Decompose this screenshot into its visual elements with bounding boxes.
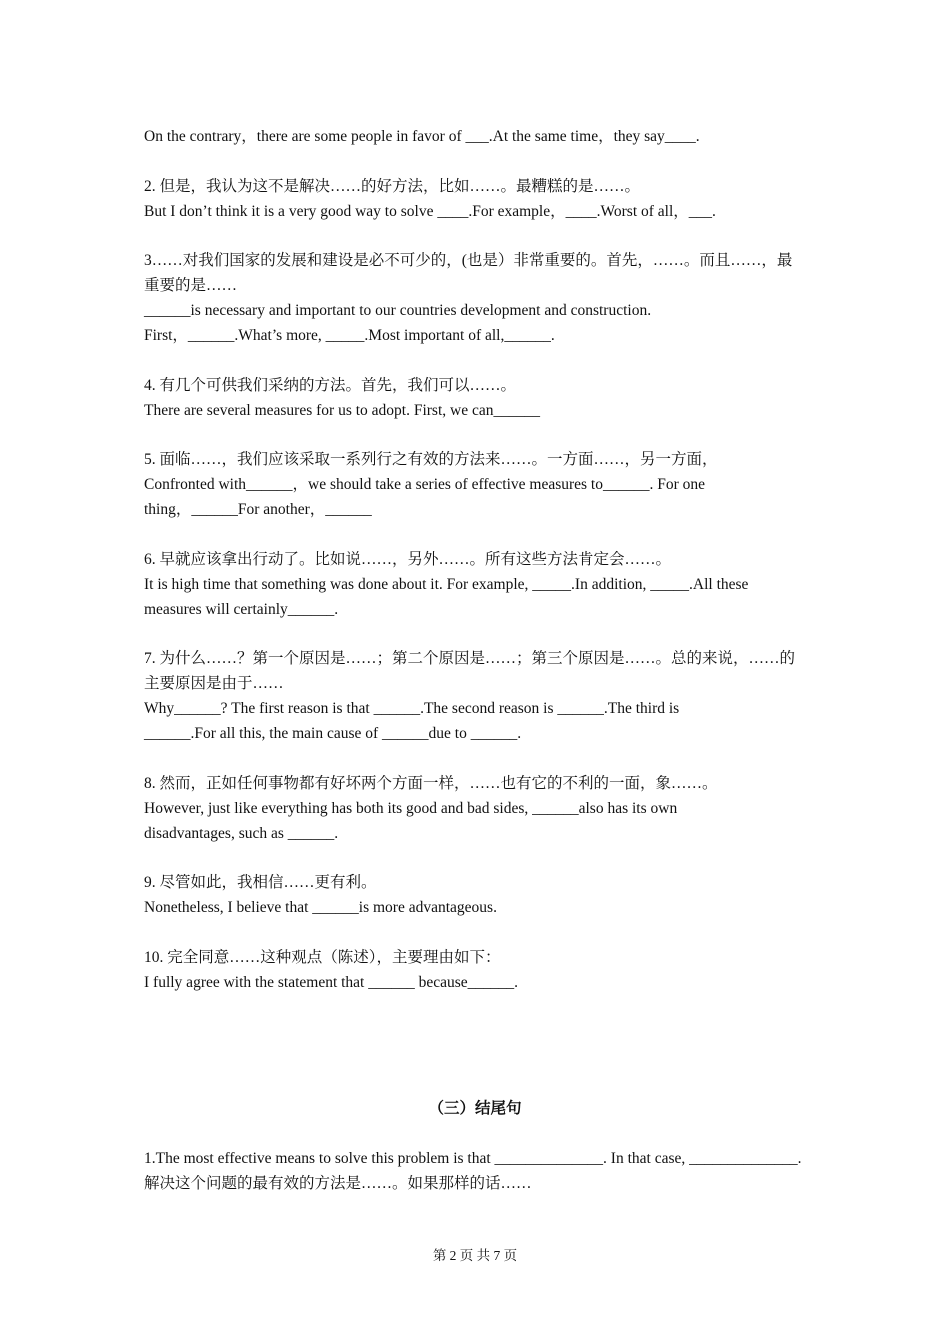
item-9-english: Nonetheless, I believe that ______is more advantageous. bbox=[144, 899, 497, 916]
item-6-english-1: It is high time that something was done about it. For example, _____.In addition, _____.All these bbox=[144, 575, 749, 593]
item-7-chinese: 7. 为什么……？第一个原因是……；第二个原因是……；第三个原因是……。总的来说，……的主要原因是由于…… bbox=[144, 650, 796, 692]
item-5-english-1: Confronted with______，we should take a series of effective measures to______. For one bbox=[144, 476, 706, 493]
item-2-english: But I don’t think it is a very good way to solve ____.For example，____.Worst of all，___. bbox=[144, 202, 716, 220]
document-body bbox=[144, 124, 806, 995]
closing-1-chinese: 解决这个问题的最有效的方法是……。如果那样的话…… bbox=[144, 1175, 532, 1192]
item-8-english-1: However, just like everything has both its good and bad sides, ______also has its own bbox=[144, 799, 678, 817]
item-6-english-2: measures will certainly______. bbox=[144, 600, 339, 618]
item-10-english: I fully agree with the statement that ______ because______. bbox=[144, 973, 519, 991]
closing-section bbox=[144, 1146, 806, 1196]
item-3-english-2: First，______.What’s more, _____.Most important of all,______. bbox=[144, 327, 555, 344]
item-5-chinese: 5. 面临……，我们应该采取一系列行之有效的方法来……。一方面……，另一方面， bbox=[144, 451, 718, 468]
item-3-english-1: ______is necessary and important to our countries development and construction. bbox=[144, 302, 652, 319]
item-4-english: There are several measures for us to adopt. First, we can______ bbox=[144, 401, 540, 419]
item-8-chinese: 8. 然而，正如任何事物都有好坏两个方面一样，……也有它的不利的一面，象……。 bbox=[144, 774, 718, 792]
section-title-closing: （三）结尾句 bbox=[428, 1100, 522, 1117]
closing-1-english: 1.The most effective means to solve this problem is that ______________. In that case, ______________. bbox=[144, 1150, 802, 1167]
item-2-chinese: 2. 但是，我认为这不是解决……的好方法，比如……。最糟糕的是……。 bbox=[144, 177, 641, 195]
item-6-chinese: 6. 早就应该拿出行动了。比如说……，另外……。所有这些方法肯定会……。 bbox=[144, 550, 672, 568]
page-footer: 第 2 页 共 7 页 bbox=[432, 1248, 518, 1263]
item-7-english-2: ______.For all this, the main cause of ______due to ______. bbox=[144, 725, 522, 742]
item-7-english-1: Why______? The first reason is that ______.The second reason is ______.The third is bbox=[144, 700, 680, 717]
intro-english-line: On the contrary，there are some people in favor of ___.At the same time，they say____. bbox=[144, 128, 700, 145]
item-4-chinese: 4. 有几个可供我们采纳的方法。首先，我们可以……。 bbox=[144, 376, 517, 394]
item-5-english-2: thing，______For another，______ bbox=[144, 501, 372, 518]
item-3-chinese: 3……对我们国家的发展和建设是必不可少的，(也是）非常重要的。首先，……。而且……，最重要的是…… bbox=[144, 252, 793, 294]
item-10-chinese: 10. 完全同意……这种观点（陈述），主要理由如下： bbox=[144, 948, 501, 966]
item-9-chinese: 9. 尽管如此，我相信……更有利。 bbox=[144, 874, 377, 891]
item-8-english-2: disadvantages, such as ______. bbox=[144, 824, 339, 842]
